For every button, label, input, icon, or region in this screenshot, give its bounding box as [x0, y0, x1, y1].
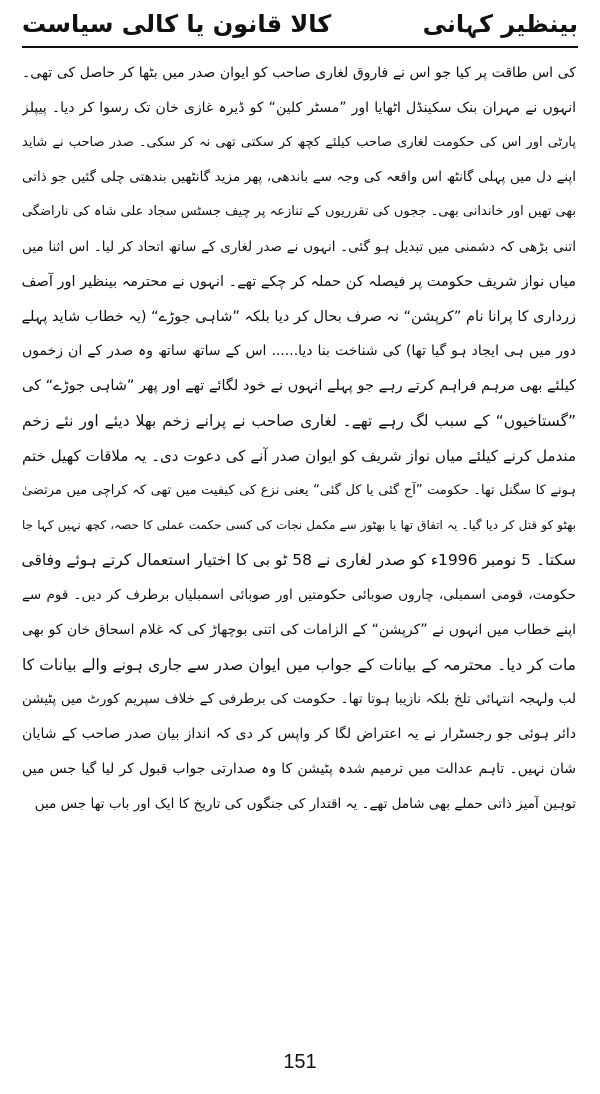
text-line: شان نہیں۔ تاہم عدالت میں ترمیم شدہ پٹیشن کا وہ صدارتی جواب قبول کر لیا گیا جس میں	[22, 760, 576, 777]
text-line: کی اس طاقت پر کیا جو اس نے فاروق لغاری صاحب کو ایوان صدر میں بٹھا کر حاصل کی تھی۔	[22, 65, 576, 81]
text-line: توہین آمیز ذاتی حملے بھی شامل تھے۔ یہ اقتدار کی جنگوں کی تاریخ کا ایک اور باب تھا جس میں	[34, 795, 576, 812]
running-header	[22, 4, 578, 48]
text-line: بھی تھیں اور خاندانی بھی۔ ججوں کی تقرریوں کے تنازعہ پر چیف جسٹس سجاد علی شاہ کی ناراضگی	[22, 204, 576, 220]
text-line: اپنے خطاب میں انہوں نے ”کرپشن“ کے الزامات کی اتنی بوچھاڑ کی کہ غلام اسحاق خان کو بھی	[22, 621, 576, 638]
text-line: زرداری کا پرانا نام ”کرپشن“ نہ صرف بحال کر دیا بلکہ ”شاہی جوڑے“ (یہ خطاب شاید پہلے	[22, 308, 576, 325]
page-number: 151	[283, 1051, 317, 1073]
text-line: دائر ہوئی جو رجسٹرار نے یہ اعتراض لگا کر واپس کر دی کہ انداز بیان صدر صاحب کے شایان	[22, 726, 576, 743]
text-line: اتنی بڑھی کہ دشمنی میں تبدیل ہو گئی۔ انہوں نے صدر لغاری کے ساتھ اتحاد کر لیا۔ اس اثنا میں	[22, 238, 576, 255]
text-line: مات کر دیا۔ محترمہ کے بیانات کے جواب میں ایوان صدر سے جاری ہونے والے بیانات کا	[22, 655, 576, 674]
book-title: بینظیر کہانی	[422, 10, 578, 38]
text-line: حکومت، قومی اسمبلی، چاروں صوبائی حکومتیں اور صوبائی اسمبلیاں برطرف کر دیں۔ قوم سے	[22, 586, 576, 603]
text-line: دور میں ہی ایجاد ہو گیا تھا) کی شناخت بنا دیا...... اس کے ساتھ ساتھ وہ صدر کے ان زخموں	[22, 343, 576, 360]
text-line: ”گستاخیوں“ کے سبب لگ رہے تھے۔ لغاری صاحب نے پرانے زخم بھلا دیئے اور نئے زخم	[22, 411, 576, 430]
text-line: سکتا۔ 5 نومبر 1996ء کو صدر لغاری نے 58 ٹو بی کا اختیار استعمال کرتے ہوئے وفاقی	[22, 551, 576, 570]
text-line: لب ولہجہ انتہائی تلخ بلکہ نازیبا ہوتا تھا۔ حکومت کی برطرفی کے خلاف سپریم کورٹ میں پٹیشن	[22, 691, 576, 708]
header-divider	[22, 46, 578, 48]
text-line: ہونے کا سگنل تھا۔ حکومت ”آج گئی یا کل گئی“ یعنی نزع کی کیفیت میں تھی کہ کراچی میں مرتضیٰ	[22, 482, 576, 498]
body-text	[22, 56, 576, 822]
chapter-title: کالا قانون یا کالی سیاست	[22, 10, 332, 38]
text-line: اپنے دل میں پہلی گانٹھ اس واقعہ کی وجہ سے باندھی، پھر مزید گانٹھیں بندھتی چلی گئیں جو ذاتی	[22, 169, 576, 186]
text-line: انہوں نے مہران بنک سکینڈل اٹھایا اور ”مسٹر کلین“ کو ڈیرہ غازی خان تک رسوا کر دیا۔ پیپلز	[22, 99, 576, 116]
text-line: بھٹو کو قتل کر دیا گیا۔ یہ اتفاق تھا یا بھٹوز سے مکمل نجات کی کسی حکمت عملی کا حصہ، کچھ نہیں کہا جا	[22, 518, 576, 533]
text-line: کیلئے بھی مرہم فراہم کرتے رہے جو پہلے انہوں نے خود لگائے تھے اور پھر ”شاہی جوڑے“ کی	[22, 378, 576, 395]
text-line: میاں نواز شریف حکومت پر فیصلہ کن حملہ کر چکے تھے۔ انہوں نے محترمہ بینظیر اور آصف	[22, 273, 576, 290]
text-line: مندمل کرنے کیلئے میاں نواز شریف کو ایوان صدر آنے کی دعوت دی۔ یہ ملاقات کھیل ختم	[22, 446, 576, 465]
text-line: پارٹی اور اس کی حکومت لغاری صاحب کیلئے کچھ کر سکتی تھی نہ کر سکی۔ صدر صاحب نے شاید	[22, 134, 576, 150]
